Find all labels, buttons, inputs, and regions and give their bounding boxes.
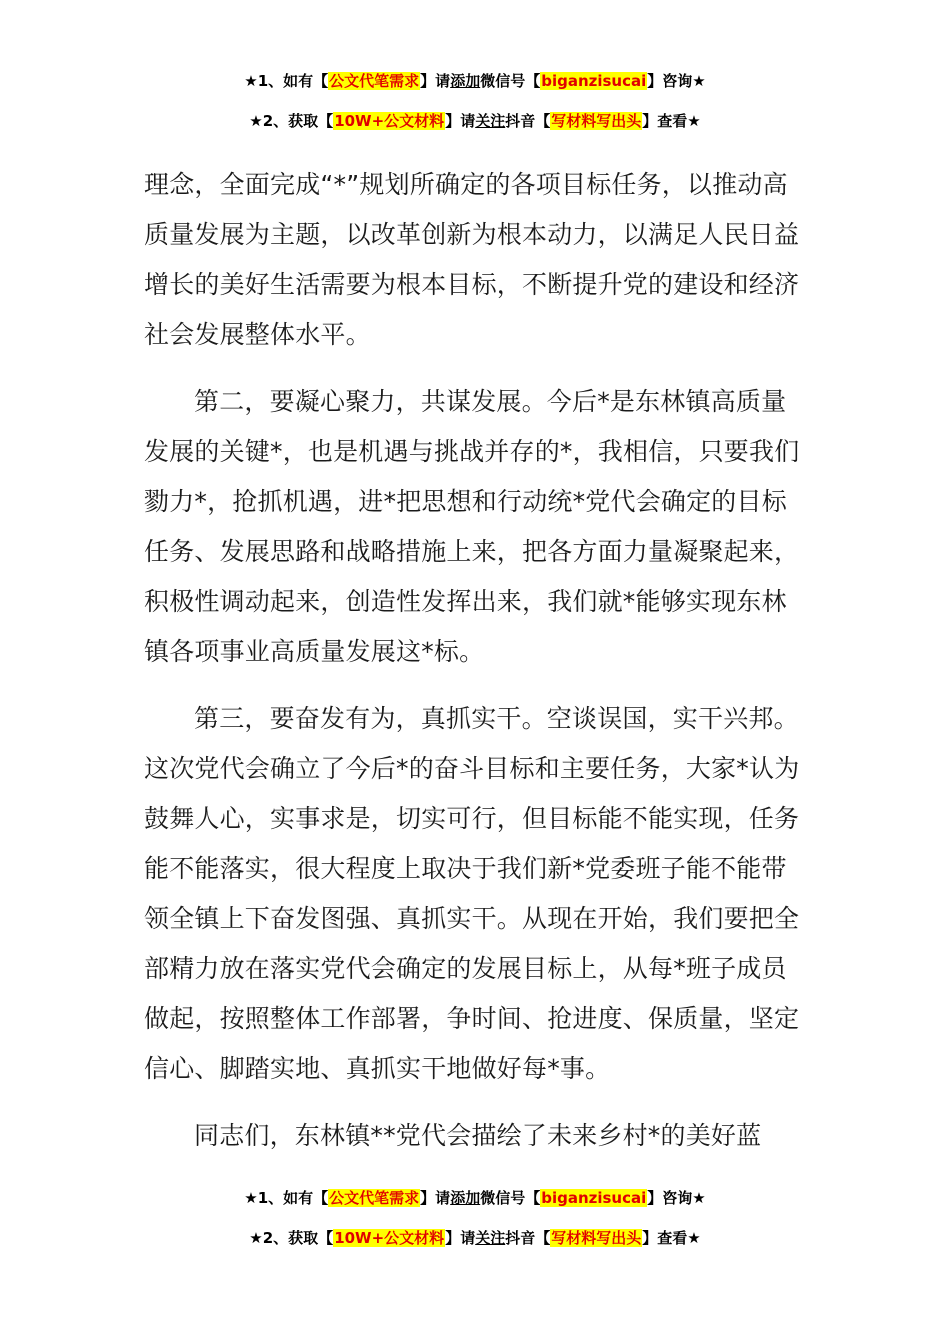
highlight-wechat-id: biganzisucai — [541, 72, 647, 90]
banner-text: 】请 — [420, 1189, 451, 1207]
highlight-service: 公文代笔需求 — [329, 72, 420, 90]
paragraph-4: 同志们，东林镇**党代会描绘了未来乡村*的美好蓝 — [194, 1121, 762, 1150]
banner-text: 抖音【 — [505, 1229, 551, 1247]
emphasis-add: 添加 — [450, 1189, 481, 1207]
paragraph-3: 第三，要奋发有为，真抓实干。空谈误国，实干兴邦。这次党代会确立了今后*的奋斗目标和主要任务，大家*认为鼓舞人心，实事求是，切实可行，但目标能不能实现，任务能不能落实，很大程度上取决于我们新*党委班子能不能带领全镇上下奋发图强、真抓实干。从现在开始，我们要把全部精力放在落实党代会确定的发展目标上，从每*班子成员做起，按照整体工作部署，争时间、抢进度、保质量，坚定信心、脚踏实地、真抓实干地做好每*事。 — [144, 704, 800, 1083]
banner-text: 微信号【 — [480, 72, 541, 90]
banner-text: ★2、获取【 — [249, 112, 334, 130]
banner-text: 】咨询★ — [647, 72, 706, 90]
highlight-wechat-id: biganzisucai — [541, 1189, 647, 1207]
paragraph-1: 理念，全面完成“*”规划所确定的各项目标任务，以推动高质量发展为主题，以改革创新为根本动力，以满足人民日益增长的美好生活需要为根本目标，不断提升党的建设和经济社会发展整体水平。 — [144, 170, 800, 349]
banner-text: 】查看★ — [642, 1229, 701, 1247]
banner-text: ★2、获取【 — [249, 1229, 334, 1247]
highlight-materials: 10W+公文材料 — [334, 1229, 445, 1247]
highlight-materials: 10W+公文材料 — [334, 112, 445, 130]
document-body — [144, 160, 810, 1161]
emphasis-add: 添加 — [450, 72, 481, 90]
banner-text: ★1、如有【 — [244, 72, 329, 90]
emphasis-follow: 关注 — [475, 112, 506, 130]
banner-text: 】请 — [445, 112, 476, 130]
highlight-service: 公文代笔需求 — [329, 1189, 420, 1207]
highlight-douyin-account: 写材料写出头 — [551, 1229, 642, 1247]
highlight-douyin-account: 写材料写出头 — [551, 112, 642, 130]
header-banner-line-1 — [0, 70, 950, 92]
banner-text: 抖音【 — [505, 112, 551, 130]
banner-text: 微信号【 — [480, 1189, 541, 1207]
header-banner-line-2 — [0, 110, 950, 132]
footer-banner-line-2 — [0, 1227, 950, 1249]
banner-text: 】请 — [420, 72, 451, 90]
emphasis-follow: 关注 — [475, 1229, 506, 1247]
paragraph-2: 第二，要凝心聚力，共谋发展。今后*是东林镇高质量发展的关键*，也是机遇与挑战并存的*，我相信，只要我们勠力*，抢抓机遇，进*把思想和行动统*党代会确定的目标任务、发展思路和战略措施上来，把各方面力量凝聚起来，积极性调动起来，创造性发挥出来，我们就*能够实现东林镇各项事业高质量发展这*标。 — [144, 387, 800, 666]
banner-text: 】请 — [445, 1229, 476, 1247]
banner-text: ★1、如有【 — [244, 1189, 329, 1207]
banner-text: 】咨询★ — [647, 1189, 706, 1207]
footer-banner-line-1 — [0, 1187, 950, 1209]
banner-text: 】查看★ — [642, 112, 701, 130]
